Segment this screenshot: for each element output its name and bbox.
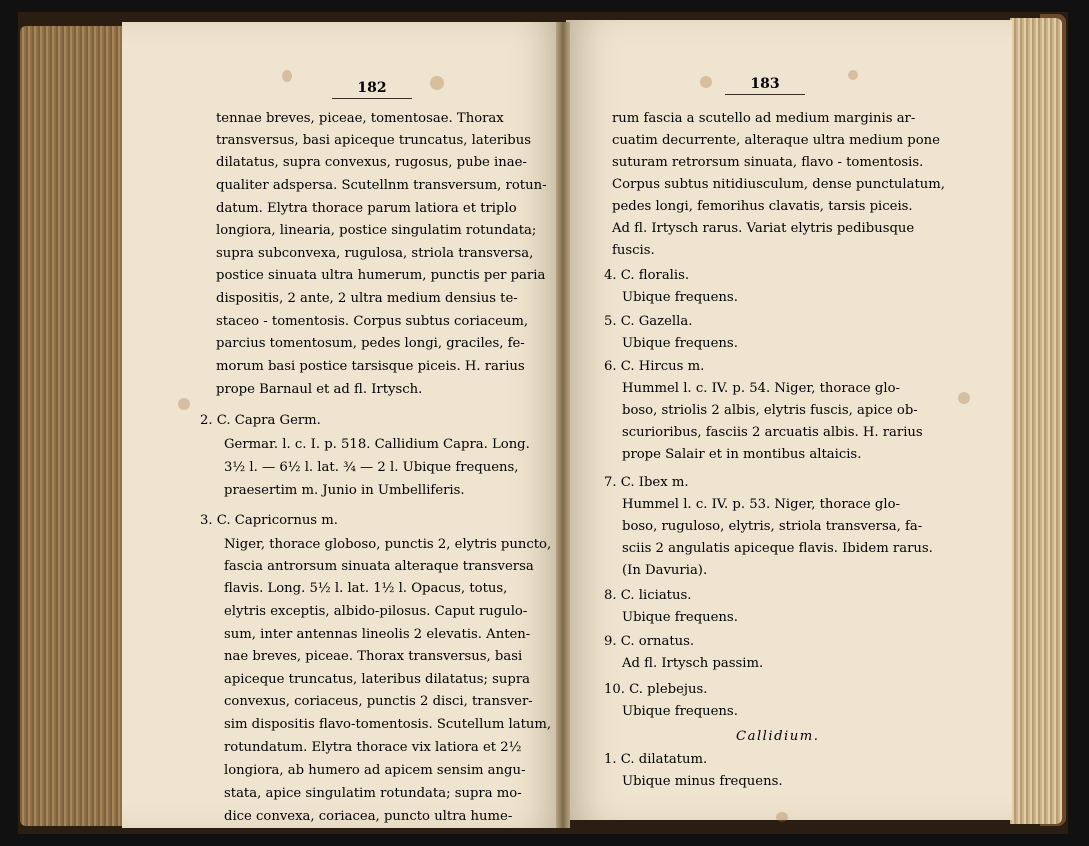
left-text-line: parcius tomentosum, pedes longi, graciles, fe- <box>216 336 525 351</box>
left-text-line: dispositis, 2 ante, 2 ultra medium densius te- <box>216 291 518 306</box>
right-text-line: rum fascia a scutello ad medium marginis ar- <box>612 111 916 126</box>
right-text-line: 4. C. floralis. <box>604 268 690 283</box>
left-text-line: praesertim m. Junio in Umbelliferis. <box>224 483 465 498</box>
left-text-line: qualiter adspersa. Scutellnm transversum, rotun- <box>216 178 547 193</box>
right-text-line: 6. C. Hircus m. <box>604 359 705 374</box>
page-number-right: 183 <box>725 76 805 95</box>
left-text-line: longiora, linearia, postice singulatim rotundata; <box>216 223 537 238</box>
right-text-line: Ubique frequens. <box>622 704 738 719</box>
left-text-line: Germar. l. c. I. p. 518. Callidium Capra. Long. <box>224 437 530 452</box>
left-text-line: dilatatus, supra convexus, rugosus, pube inae- <box>216 155 527 170</box>
right-text-line: sciis 2 angulatis apiceque flavis. Ibidem rarus. <box>622 541 933 556</box>
right-text-line: Callidium. <box>736 729 820 744</box>
right-text-line: prope Salair et in montibus altaicis. <box>622 447 862 462</box>
right-text-line: Ubique frequens. <box>622 290 738 305</box>
left-text-line: fascia antrorsum sinuata alteraque transversa <box>224 559 534 574</box>
right-text-line: Ad fl. Irtysch rarus. Variat elytris pedibusque <box>612 221 915 236</box>
left-text-line: flavis. Long. 5½ l. lat. 1½ l. Opacus, totus, <box>224 581 508 596</box>
right-text-line: Ubique frequens. <box>622 610 738 625</box>
right-text-line: boso, striolis 2 albis, elytris fuscis, apice ob- <box>622 403 918 418</box>
right-text-line: Ad fl. Irtysch passim. <box>622 656 764 671</box>
left-text-line: supra subconvexa, rugulosa, striola transversa, <box>216 246 534 261</box>
left-text-line: 3. C. Capricornus m. <box>200 513 338 528</box>
left-text-line: transversus, basi apiceque truncatus, lateribus <box>216 133 532 148</box>
left-text-line: postice sinuata ultra humerum, punctis per paria <box>216 268 546 283</box>
right-text-line: cuatim decurrente, alteraque ultra medium pone <box>612 133 940 148</box>
left-text-line: rotundatum. Elytra thorace vix latiora et 2½ <box>224 740 522 755</box>
right-text-line: Hummel l. c. IV. p. 54. Niger, thorace glo- <box>622 381 900 396</box>
left-text-line: nae breves, piceae. Thorax transversus, basi <box>224 649 523 664</box>
left-text-line: stata, apice singulatim rotundata; supra mo- <box>224 786 522 801</box>
book-gutter <box>556 22 570 828</box>
left-text-line: 3½ l. — 6½ l. lat. ¾ — 2 l. Ubique frequens, <box>224 460 519 475</box>
right-text-line: Ubique frequens. <box>622 336 738 351</box>
left-page-edges <box>20 26 128 826</box>
left-text-line: morum basi postice tarsisque piceis. H. rarius <box>216 359 525 374</box>
right-text-line: Corpus subtus nitidiusculum, dense punctulatum, <box>612 177 945 192</box>
left-text-line: elytris exceptis, albido-pilosus. Caput rugulo- <box>224 604 528 619</box>
left-text-line: longiora, ab humero ad apicem sensim angu- <box>224 763 526 778</box>
right-text-line: 10. C. plebejus. <box>604 682 708 697</box>
foxing-spot <box>958 392 970 404</box>
right-text-line: 9. C. ornatus. <box>604 634 695 649</box>
left-text-line: Niger, thorace globoso, punctis 2, elytris puncto, <box>224 537 552 552</box>
left-text-line: prope Barnaul et ad fl. Irtysch. <box>216 382 423 397</box>
foxing-spot <box>178 398 190 410</box>
left-text-line: apiceque truncatus, lateribus dilatatus; supra <box>224 672 530 687</box>
right-text-line: Hummel l. c. IV. p. 53. Niger, thorace glo- <box>622 497 900 512</box>
right-text-line: fuscis. <box>612 243 655 258</box>
right-text-line: 8. C. liciatus. <box>604 588 692 603</box>
right-text-line: Ubique minus frequens. <box>622 774 783 789</box>
right-text-line: boso, ruguloso, elytris, striola transversa, fa- <box>622 519 923 534</box>
left-text-line: dice convexa, coriacea, puncto ultra hume- <box>224 809 513 824</box>
right-text-line: scurioribus, fasciis 2 arcuatis albis. H. rarius <box>622 425 923 440</box>
right-text-line: (In Davuria). <box>622 563 708 578</box>
left-text-line: sim dispositis flavo-tomentosis. Scutellum latum, <box>224 717 552 732</box>
foxing-spot <box>430 76 444 90</box>
foxing-spot <box>776 812 788 822</box>
right-text-line: suturam retrorsum sinuata, flavo - tomentosis. <box>612 155 924 170</box>
left-text-line: sum, inter antennas lineolis 2 elevatis. Anten- <box>224 627 531 642</box>
right-text-line: 5. C. Gazella. <box>604 314 693 329</box>
left-text-line: datum. Elytra thorace parum latiora et triplo <box>216 201 517 216</box>
page-number-left: 182 <box>332 80 412 99</box>
foxing-spot <box>700 76 712 88</box>
right-page-edges <box>1010 18 1062 824</box>
right-text-line: 1. C. dilatatum. <box>604 752 708 767</box>
foxing-spot <box>282 70 292 82</box>
right-text-line: 7. C. Ibex m. <box>604 475 689 490</box>
left-text-line: tennae breves, piceae, tomentosae. Thorax <box>216 111 504 126</box>
left-text-line: 2. C. Capra Germ. <box>200 413 321 428</box>
left-text-line: convexus, coriaceus, punctis 2 disci, transver- <box>224 694 533 709</box>
foxing-spot <box>848 70 858 80</box>
right-text-line: pedes longi, femorihus clavatis, tarsis piceis. <box>612 199 913 214</box>
left-text-line: staceo - tomentosis. Corpus subtus coriaceum, <box>216 314 529 329</box>
